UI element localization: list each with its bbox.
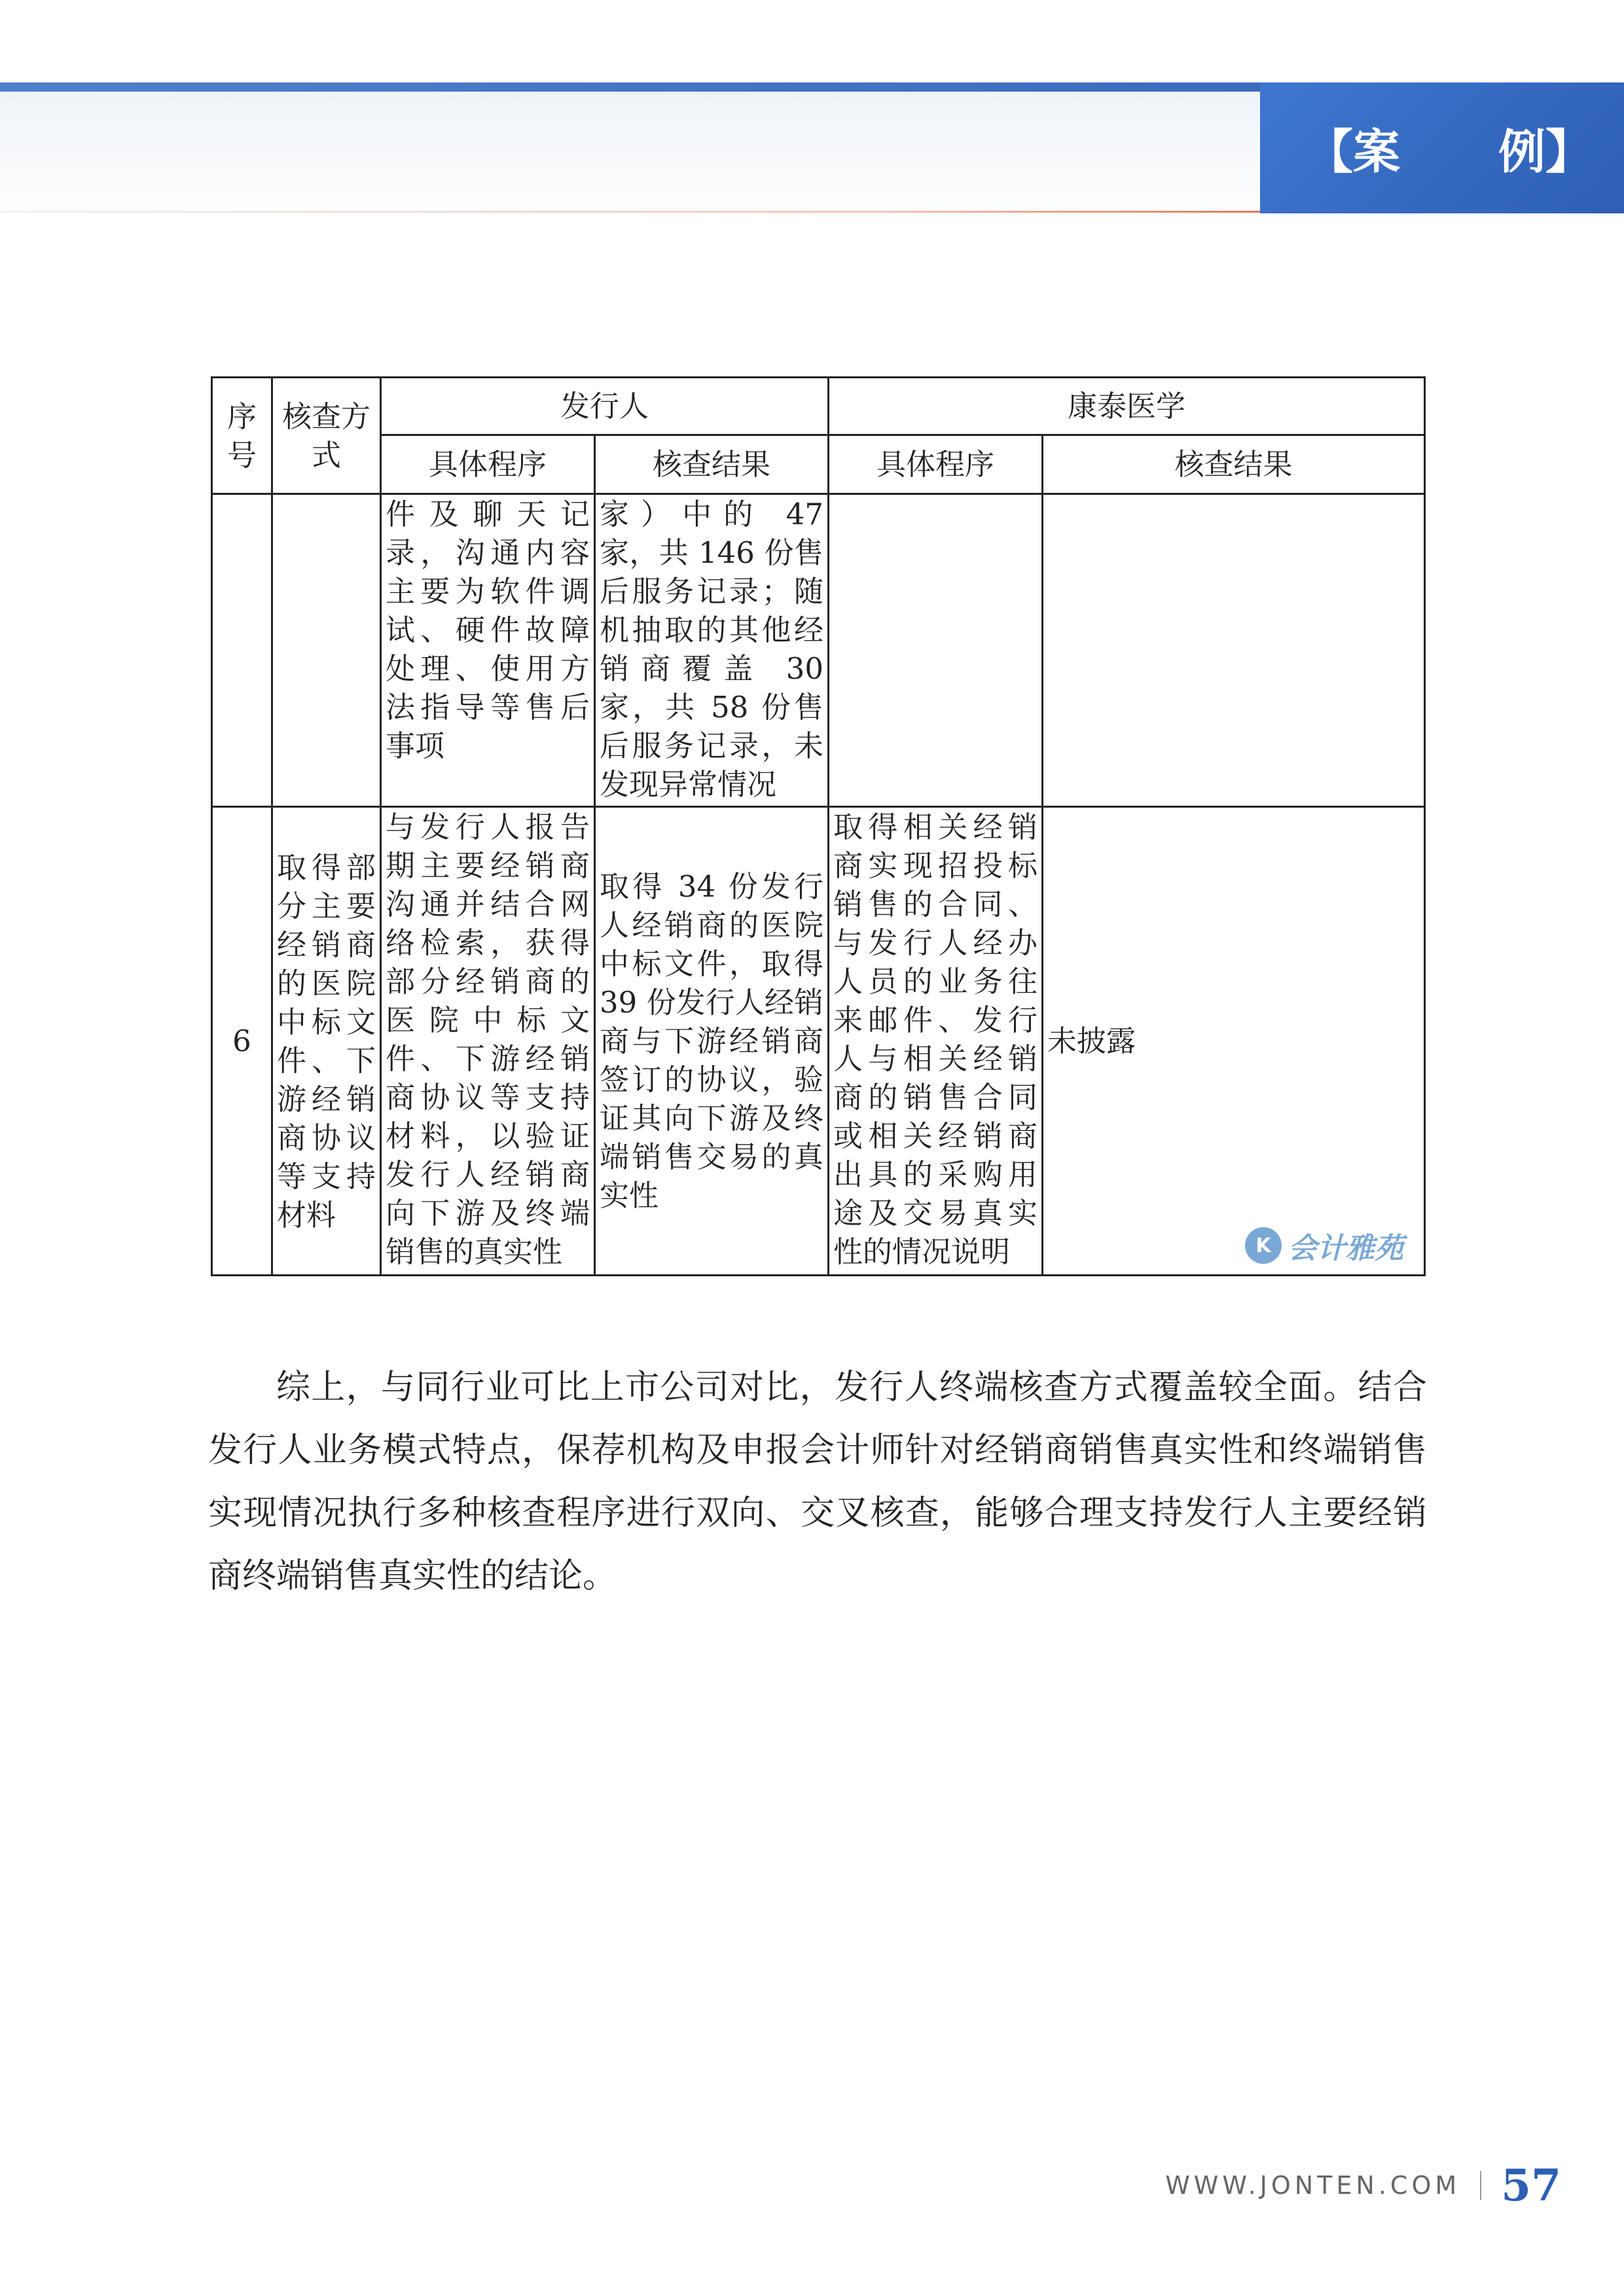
footer-website: WWW.JONTEN.COM — [1165, 2171, 1461, 2200]
header-issuer: 发行人 — [381, 378, 829, 435]
cell-issuer-procedure: 件及聊天记录，沟通内容主要为软件调试、硬件故障处理、使用方法指导等售后事项 — [381, 494, 595, 807]
header-issuer-result: 核查结果 — [595, 435, 829, 494]
section-tag-right: 例】 — [1498, 124, 1593, 179]
page-footer — [1165, 2160, 1561, 2211]
header-accent-line — [0, 82, 1260, 92]
header-kangtai: 康泰医学 — [829, 378, 1425, 435]
cell-issuer-result: 取得 34 份发行人经销商的医院中标文件，取得 39 份发行人经销商与下游经销商签订的协议，验证其向下游及终端销售交易的真实性 — [595, 807, 829, 1276]
cell-seq — [212, 494, 272, 807]
section-tag — [1260, 82, 1624, 213]
header-band — [0, 82, 1260, 213]
page-number: 57 — [1501, 2160, 1561, 2211]
header-row-1 — [212, 378, 1425, 435]
cell-issuer-procedure: 与发行人报告期主要经销商沟通并结合网络检索，获得部分经销商的医院中标文件、下游经销商协议等支持材料，以验证发行人经销商向下游及终端销售的真实性 — [381, 807, 595, 1276]
cell-kangtai-result: 未披露 — [1043, 807, 1425, 1276]
cell-issuer-result: 家）中的 47 家，共 146 份售后服务记录；随机抽取的其他经销商覆盖 30 家，共 58 份售后服务记录，未发现异常情况 — [595, 494, 829, 807]
watermark-k-icon: K — [1245, 1227, 1282, 1264]
cell-method — [272, 494, 381, 807]
watermark-text: 会计雅苑 — [1288, 1232, 1403, 1265]
header-kangtai-result: 核查结果 — [1043, 435, 1425, 494]
header-divider — [0, 211, 1260, 213]
section-tag-left: 【案 — [1306, 124, 1401, 179]
cell-kangtai-result — [1043, 494, 1425, 807]
header-issuer-procedure: 具体程序 — [381, 435, 595, 494]
summary-paragraph: 综上，与同行业可比上市公司对比，发行人终端核查方式覆盖较全面。结合发行人业务模式特点，保荐机构及申报会计师针对经销商销售真实性和终端销售实现情况执行多种核查程序进行双向、交叉核查，能够合理支持发行人主要经销商终端销售真实性的结论。 — [208, 1368, 1427, 1596]
table-row — [212, 807, 1425, 1276]
cell-method: 取得部分主要经销商的医院中标文件、下游经销商协议等支持材料 — [272, 807, 381, 1276]
header-method: 核查方式 — [272, 378, 381, 494]
cell-kangtai-procedure: 取得相关经销商实现招投标销售的合同、与发行人经办人员的业务往来邮件、发行人与相关经销商的销售合同或相关经销商出具的采购用途及交易真实性的情况说明 — [829, 807, 1043, 1276]
watermark-logo — [1245, 1225, 1403, 1266]
header-seq: 序号 — [212, 378, 272, 494]
footer-separator — [1480, 2171, 1481, 2200]
table-row — [212, 494, 1425, 807]
cell-kangtai-procedure — [829, 494, 1043, 807]
header-kangtai-procedure: 具体程序 — [829, 435, 1043, 494]
comparison-table — [211, 376, 1426, 1276]
header-row-2 — [212, 435, 1425, 494]
cell-seq: 6 — [212, 807, 272, 1276]
